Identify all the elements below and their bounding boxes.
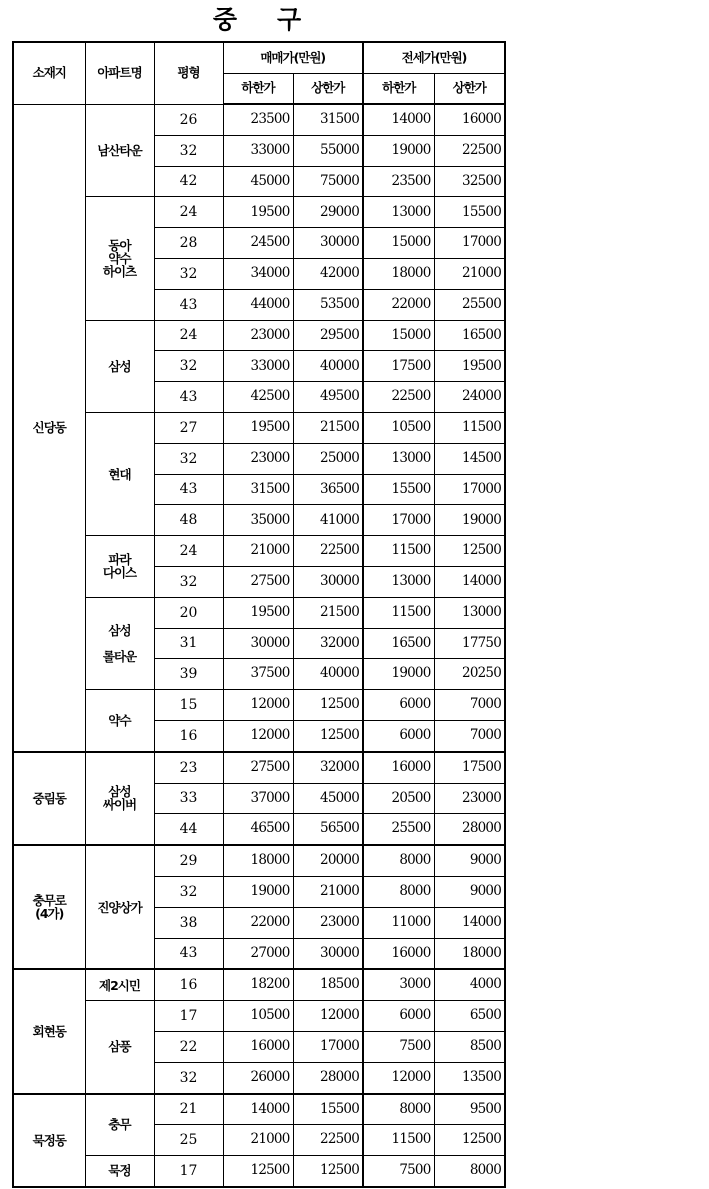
lease-low-cell: 15500: [363, 474, 434, 505]
lease-low-cell: 12000: [363, 1062, 434, 1093]
lease-low-cell: 6000: [363, 720, 434, 751]
table-row: [13, 1156, 505, 1187]
lease-high-cell: 11500: [434, 412, 505, 443]
sale-high-cell: 53500: [293, 289, 363, 320]
lease-high-cell: 19500: [434, 351, 505, 382]
table-header: [13, 42, 505, 104]
lease-high-cell: 13000: [434, 597, 505, 628]
lease-low-cell: 20500: [363, 783, 434, 814]
table-row: [13, 969, 505, 1000]
sale-low-cell: 27500: [223, 752, 293, 783]
lease-high-cell: 21000: [434, 258, 505, 289]
size-cell: 32: [154, 443, 223, 474]
size-cell: 17: [154, 1001, 223, 1032]
lease-low-cell: 22000: [363, 289, 434, 320]
sale-high-cell: 42000: [293, 258, 363, 289]
lease-low-cell: 11000: [363, 907, 434, 938]
sale-low-cell: 19500: [223, 412, 293, 443]
apartment-cell: 충무: [85, 1094, 154, 1156]
lease-low-cell: 23500: [363, 166, 434, 197]
size-cell: 17: [154, 1156, 223, 1187]
lease-high-cell: 6500: [434, 1001, 505, 1032]
lease-low-cell: 8000: [363, 876, 434, 907]
size-cell: 21: [154, 1094, 223, 1125]
sale-high-cell: 36500: [293, 474, 363, 505]
page-title: [12, 2, 504, 38]
page-title-char: 구: [277, 5, 304, 34]
sale-high-cell: 12500: [293, 690, 363, 721]
table-row: [13, 845, 505, 876]
sale-high-cell: 41000: [293, 505, 363, 536]
sale-low-cell: 21000: [223, 1125, 293, 1156]
lease-low-cell: 13000: [363, 566, 434, 597]
size-cell: 32: [154, 258, 223, 289]
sale-high-cell: 45000: [293, 783, 363, 814]
sale-high-cell: 12000: [293, 1001, 363, 1032]
lease-low-cell: 13000: [363, 443, 434, 474]
sale-high-cell: 12500: [293, 1156, 363, 1187]
sale-high-cell: 31500: [293, 104, 363, 135]
sale-high-cell: 49500: [293, 382, 363, 413]
lease-high-cell: 18000: [434, 938, 505, 969]
size-cell: 32: [154, 1062, 223, 1093]
sale-low-cell: 19500: [223, 197, 293, 228]
lease-low-cell: 15000: [363, 320, 434, 351]
sale-low-cell: 12000: [223, 690, 293, 721]
lease-high-cell: 22500: [434, 135, 505, 166]
sale-low-cell: 24500: [223, 228, 293, 259]
apartment-cell: 진양상가: [85, 845, 154, 969]
sale-low-cell: 37500: [223, 659, 293, 690]
sale-low-cell: 31500: [223, 474, 293, 505]
sale-low-cell: 35000: [223, 505, 293, 536]
size-cell: 16: [154, 720, 223, 751]
region-cell: 신당동: [13, 104, 85, 752]
size-cell: 22: [154, 1031, 223, 1062]
lease-low-cell: 18000: [363, 258, 434, 289]
table-row: [13, 197, 505, 228]
sale-high-cell: 17000: [293, 1031, 363, 1062]
apartment-cell: 현대: [85, 412, 154, 535]
sale-low-cell: 19000: [223, 876, 293, 907]
size-cell: 24: [154, 320, 223, 351]
lease-low-cell: 22500: [363, 382, 434, 413]
sale-low-cell: 26000: [223, 1062, 293, 1093]
sale-high-cell: 25000: [293, 443, 363, 474]
sale-low-cell: 44000: [223, 289, 293, 320]
lease-low-cell: 14000: [363, 104, 434, 135]
size-cell: 32: [154, 351, 223, 382]
size-cell: 44: [154, 814, 223, 845]
lease-high-cell: 12500: [434, 536, 505, 567]
sale-high-cell: 28000: [293, 1062, 363, 1093]
table-row: [13, 320, 505, 351]
lease-low-cell: 11500: [363, 1125, 434, 1156]
header-lease-low: 하한가: [363, 73, 434, 104]
region-cell: 묵정동: [13, 1094, 85, 1187]
size-cell: 32: [154, 135, 223, 166]
lease-low-cell: 7500: [363, 1031, 434, 1062]
size-cell: 20: [154, 597, 223, 628]
lease-low-cell: 13000: [363, 197, 434, 228]
size-cell: 24: [154, 536, 223, 567]
lease-high-cell: 17000: [434, 228, 505, 259]
sale-low-cell: 37000: [223, 783, 293, 814]
region-cell: 회현동: [13, 969, 85, 1093]
lease-high-cell: 17750: [434, 628, 505, 659]
sale-low-cell: 10500: [223, 1001, 293, 1032]
lease-low-cell: 11500: [363, 597, 434, 628]
sale-low-cell: 34000: [223, 258, 293, 289]
header-sale-high: 상한가: [293, 73, 363, 104]
size-cell: 27: [154, 412, 223, 443]
lease-low-cell: 16000: [363, 752, 434, 783]
sale-high-cell: 32000: [293, 628, 363, 659]
region-cell: 충무로 (4가): [13, 845, 85, 969]
sale-low-cell: 16000: [223, 1031, 293, 1062]
size-cell: 25: [154, 1125, 223, 1156]
apartment-cell: 삼성: [85, 320, 154, 412]
sale-low-cell: 42500: [223, 382, 293, 413]
sale-low-cell: 45000: [223, 166, 293, 197]
sale-high-cell: 23000: [293, 907, 363, 938]
lease-high-cell: 17500: [434, 752, 505, 783]
table-row: [13, 104, 505, 135]
table-row: [13, 412, 505, 443]
sale-low-cell: 18200: [223, 969, 293, 1000]
lease-low-cell: 17500: [363, 351, 434, 382]
size-cell: 23: [154, 752, 223, 783]
sale-low-cell: 23000: [223, 443, 293, 474]
sale-low-cell: 27000: [223, 938, 293, 969]
sale-high-cell: 32000: [293, 752, 363, 783]
size-cell: 16: [154, 969, 223, 1000]
lease-high-cell: 23000: [434, 783, 505, 814]
size-cell: 42: [154, 166, 223, 197]
apartment-cell: 삼성 롤타운: [85, 597, 154, 689]
size-cell: 43: [154, 382, 223, 413]
lease-high-cell: 4000: [434, 969, 505, 1000]
lease-high-cell: 14000: [434, 907, 505, 938]
sale-high-cell: 40000: [293, 659, 363, 690]
header-apartment: 아파트명: [85, 42, 154, 104]
lease-low-cell: 16500: [363, 628, 434, 659]
size-cell: 33: [154, 783, 223, 814]
size-cell: 32: [154, 876, 223, 907]
size-cell: 24: [154, 197, 223, 228]
lease-high-cell: 19000: [434, 505, 505, 536]
size-cell: 43: [154, 289, 223, 320]
sale-high-cell: 75000: [293, 166, 363, 197]
lease-high-cell: 20250: [434, 659, 505, 690]
sale-high-cell: 40000: [293, 351, 363, 382]
table-body: [13, 104, 505, 1187]
lease-low-cell: 16000: [363, 938, 434, 969]
sale-high-cell: 20000: [293, 845, 363, 876]
size-cell: 29: [154, 845, 223, 876]
lease-low-cell: 3000: [363, 969, 434, 1000]
sale-low-cell: 23000: [223, 320, 293, 351]
lease-high-cell: 24000: [434, 382, 505, 413]
sale-high-cell: 22500: [293, 1125, 363, 1156]
apartment-cell: 묵정: [85, 1156, 154, 1187]
sale-low-cell: 23500: [223, 104, 293, 135]
header-region: 소재지: [13, 42, 85, 104]
size-cell: 43: [154, 938, 223, 969]
lease-high-cell: 7000: [434, 690, 505, 721]
page-title-char: 중: [212, 5, 239, 34]
lease-high-cell: 7000: [434, 720, 505, 751]
lease-low-cell: 8000: [363, 1094, 434, 1125]
table-row: [13, 752, 505, 783]
lease-low-cell: 25500: [363, 814, 434, 845]
lease-low-cell: 8000: [363, 845, 434, 876]
sale-high-cell: 56500: [293, 814, 363, 845]
lease-high-cell: 16000: [434, 104, 505, 135]
lease-low-cell: 17000: [363, 505, 434, 536]
size-cell: 28: [154, 228, 223, 259]
size-cell: 31: [154, 628, 223, 659]
lease-high-cell: 9000: [434, 845, 505, 876]
sale-low-cell: 46500: [223, 814, 293, 845]
sale-high-cell: 18500: [293, 969, 363, 1000]
lease-low-cell: 7500: [363, 1156, 434, 1187]
lease-low-cell: 19000: [363, 659, 434, 690]
price-table: [12, 41, 506, 1188]
sale-high-cell: 30000: [293, 938, 363, 969]
lease-high-cell: 28000: [434, 814, 505, 845]
apartment-cell: 약수: [85, 690, 154, 752]
sale-high-cell: 55000: [293, 135, 363, 166]
lease-high-cell: 8500: [434, 1031, 505, 1062]
sale-low-cell: 21000: [223, 536, 293, 567]
sale-low-cell: 33000: [223, 351, 293, 382]
sale-high-cell: 21500: [293, 412, 363, 443]
lease-high-cell: 8000: [434, 1156, 505, 1187]
lease-low-cell: 11500: [363, 536, 434, 567]
lease-low-cell: 19000: [363, 135, 434, 166]
sale-low-cell: 12000: [223, 720, 293, 751]
apartment-cell: 동아 약수 하이츠: [85, 197, 154, 320]
lease-high-cell: 13500: [434, 1062, 505, 1093]
lease-high-cell: 25500: [434, 289, 505, 320]
apartment-cell: 제2시민: [85, 969, 154, 1000]
region-cell: 중림동: [13, 752, 85, 845]
lease-high-cell: 16500: [434, 320, 505, 351]
lease-high-cell: 12500: [434, 1125, 505, 1156]
sale-low-cell: 30000: [223, 628, 293, 659]
size-cell: 38: [154, 907, 223, 938]
lease-high-cell: 15500: [434, 197, 505, 228]
header-size: 평형: [154, 42, 223, 104]
lease-low-cell: 6000: [363, 690, 434, 721]
header-sale-low: 하한가: [223, 73, 293, 104]
size-cell: 39: [154, 659, 223, 690]
lease-high-cell: 9500: [434, 1094, 505, 1125]
apartment-cell: 남산타운: [85, 104, 154, 197]
size-cell: 15: [154, 690, 223, 721]
size-cell: 48: [154, 505, 223, 536]
table-row: [13, 1001, 505, 1032]
size-cell: 26: [154, 104, 223, 135]
apartment-cell: 삼성 싸이버: [85, 752, 154, 845]
lease-high-cell: 32500: [434, 166, 505, 197]
lease-low-cell: 10500: [363, 412, 434, 443]
sale-high-cell: 29500: [293, 320, 363, 351]
lease-low-cell: 15000: [363, 228, 434, 259]
table-row: [13, 690, 505, 721]
lease-high-cell: 14000: [434, 566, 505, 597]
sale-low-cell: 22000: [223, 907, 293, 938]
sale-high-cell: 21000: [293, 876, 363, 907]
sale-high-cell: 12500: [293, 720, 363, 751]
sale-low-cell: 27500: [223, 566, 293, 597]
sale-low-cell: 33000: [223, 135, 293, 166]
apartment-cell: 삼풍: [85, 1001, 154, 1094]
size-cell: 43: [154, 474, 223, 505]
header-lease-high: 상한가: [434, 73, 505, 104]
sale-high-cell: 15500: [293, 1094, 363, 1125]
sale-low-cell: 12500: [223, 1156, 293, 1187]
sale-high-cell: 30000: [293, 566, 363, 597]
table-row: [13, 536, 505, 567]
sale-high-cell: 30000: [293, 228, 363, 259]
header-lease: 전세가(만원): [363, 42, 505, 73]
lease-low-cell: 6000: [363, 1001, 434, 1032]
lease-high-cell: 14500: [434, 443, 505, 474]
lease-high-cell: 17000: [434, 474, 505, 505]
sale-low-cell: 18000: [223, 845, 293, 876]
table-row: [13, 1094, 505, 1125]
sale-low-cell: 14000: [223, 1094, 293, 1125]
table-row: [13, 597, 505, 628]
sale-high-cell: 29000: [293, 197, 363, 228]
size-cell: 32: [154, 566, 223, 597]
sale-high-cell: 22500: [293, 536, 363, 567]
sale-high-cell: 21500: [293, 597, 363, 628]
lease-high-cell: 9000: [434, 876, 505, 907]
apartment-cell: 파라 다이스: [85, 536, 154, 598]
sale-low-cell: 19500: [223, 597, 293, 628]
header-sale: 매매가(만원): [223, 42, 363, 73]
